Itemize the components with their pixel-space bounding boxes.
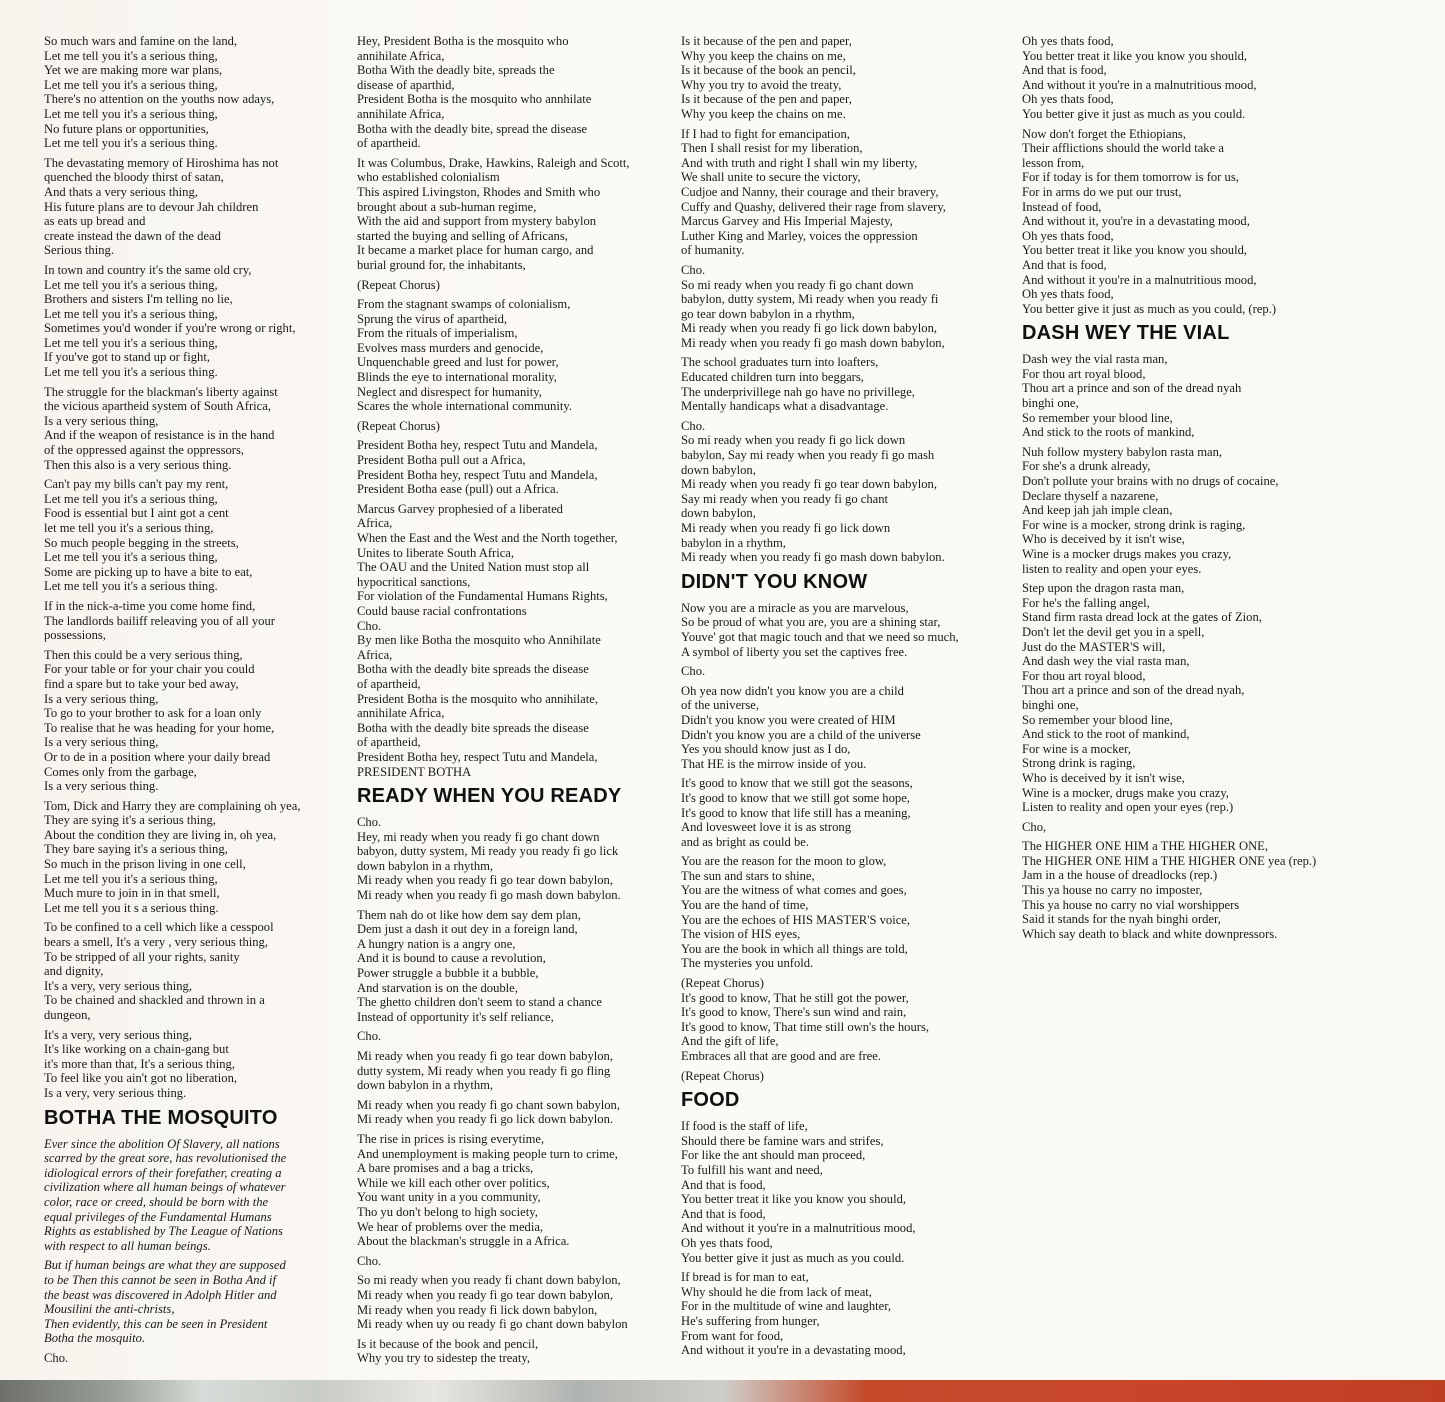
lyrics-stanza: Dash wey the vial rasta man, For thou art royal blood, Thou art a prince and son of the dread nyah binghi one, So remember your blood line, And stick to the roots of mankind,: [1022, 352, 1242, 440]
song-title: FOOD: [681, 1089, 740, 1112]
lyrics-stanza: Is it because of the pen and paper, Why you keep the chains on me, Is it because of the book an pencil, Why you try to avoid the treaty, Is it because of the pen and paper, Why you keep the chains on me.: [681, 34, 856, 121]
lyrics-stanza: Then this could be a very serious thing, For your table or for your chair you could find a spare but to take your bed away, Is a very serious thing, To go to your brother to ask for a loan only To realise that he was heading for your home, Is a very serious thing, Or to de in a position where your daily bread Comes only from the garbage, Is a very serious thing.: [44, 647, 275, 794]
song-title: DIDN'T YOU KNOW: [681, 570, 868, 593]
lyrics-stanza: Can't pay my bills can't pay my rent, Let me tell you it's a serious thing, Food is essential but I aint got a cent let me tell you it's a serious thing, So much people begging in the streets, Let me tell you it's a serious thing, Some are picking up to have a bite to eat, Let me tell you it's a serious thing.: [44, 477, 253, 594]
song-title: BOTHA THE MOSQUITO: [44, 1106, 278, 1129]
lyrics-stanza: Cho. So mi ready when you ready fi go lick down babylon, Say mi ready when you ready fi go mash down babylon, Mi ready when you ready fi go tear down babylon, Say mi ready when you ready fi go chant down babylon, Mi ready when you ready fi go lick down babylon in a rhythm, Mi ready when you ready fi go mash down babylon.: [681, 418, 945, 565]
lyrics-stanza: You are the reason for the moon to glow, The sun and stars to shine, You are the witness of what comes and goes, You are the hand of time, You are the echoes of HIS MASTER'S voice, The vision of HIS eyes, You are the book in which all things are told, The mysteries you unfold.: [681, 854, 911, 971]
lyrics-stanza: (Repeat Chorus): [357, 418, 440, 433]
lyrics-stanza: If in the nick-a-time you come home find, The landlords bailiff releaving you of all your possessions,: [44, 598, 275, 643]
lyrics-stanza: Cho.: [357, 1253, 382, 1268]
lyrics-stanza: Is it because of the book and pencil, Why you try to sidestep the treaty,: [357, 1336, 539, 1366]
lyrics-stanza: Now don't forget the Ethiopians, Their afflictions should the world take a lesson from, For if today is for them tomorrow is for us, For in arms do we put our trust, Instead of food, And without it, you're in a devastating mood, Oh yes thats food, You better treat it like you know you should, And that is food, And without it you're in a malnutritious mood, Oh yes thats food, You better give it just as much as you could, (rep.): [1022, 126, 1277, 316]
lyrics-stanza: Step upon the dragon rasta man, For he's the falling angel, Stand firm rasta dread lock at the gates of Zion, Don't let the devil get you in a spell, Just do the MASTER'S will, And dash wey the vial rasta man, For thou art royal blood, Thou art a prince and son of the dread nyah, binghi one, So remember your blood line, And stick to the root of mankind, For wine is a mocker, Strong drink is raging, Who is deceived by it isn't wise, Wine is a mocker, drugs make you crazy, Listen to reality and open your eyes (rep.): [1022, 581, 1262, 815]
lyrics-stanza: Cho.: [44, 1350, 69, 1365]
lyrics-stanza: Hey, President Botha is the mosquito who annihilate Africa, Botha With the deadly bite, spreads the disease of aparthid, President Botha is the mosquito who annhilate annihilate Africa, Botha with the deadly bite, spread the disease of apartheid.: [357, 34, 592, 151]
lyrics-column-4: [1022, 34, 1342, 946]
lyrics-stanza: Marcus Garvey prophesied of a liberated Africa, When the East and the West and the North together, Unites to liberate South Africa, The OAU and the United Nation must stop all hypocritical sanctions, For violation of the Fundamental Humans Rights, Could bause racial confrontations Cho. By men like Botha the mosquito who Annihilate Africa, Botha with the deadly bite spreads the disease of apartheid, President Botha is the mosquito who annihilate, annihilate Africa, Botha with the deadly bite spreads the disease of apartheid, President Botha hey, respect Tutu and Mandela, PRESIDENT BOTHA: [357, 501, 618, 779]
lyrics-stanza: Oh yea now didn't you know you are a child of the universe, Didn't you know you were created of HIM Didn't you know you are a child of the universe Yes you should know just as I do, That HE is the mirrow inside of you.: [681, 683, 921, 771]
song-title: DASH WEY THE VIAL: [1022, 322, 1230, 345]
lyrics-stanza: It's a very, very serious thing, It's like working on a chain-gang but it's more than that, It's a serious thing, To feel like you ain't got no liberation, Is a very, very serious thing.: [44, 1027, 238, 1100]
lyrics-stanza: Oh yes thats food, You better treat it like you know you should, And that is food, And without it you're in a malnutritious mood, Oh yes thats food, You better give it just as much as you could.: [1022, 34, 1257, 121]
intro-paragraph: But if human beings are what they are supposed to be Then this cannot be seen in Botha And if the beast was discovered in Adolph Hitler and Mousilini the anti-christs, Then evidently, this can be seen in President Botha the mosquito.: [44, 1258, 286, 1346]
lyrics-stanza: Cho.: [681, 664, 706, 679]
album-cover-edge: [0, 1380, 1445, 1402]
lyrics-stanza: It's good to know that we still got the seasons, It's good to know that we still got some hope, It's good to know that life still has a meaning, And lovesweet love it is as strong and as bright as could be.: [681, 776, 913, 849]
lyrics-stanza: If I had to fight for emancipation, Then I shall resist for my liberation, And with truth and right I shall win my liberty, We shall unite to secure the victory, Cudjoe and Nanny, their courage and their bravery, Cuffy and Quashy, delivered their rage from slavery, Marcus Garvey and His Imperial Majesty, Luther King and Marley, voices the oppression of humanity.: [681, 126, 946, 258]
lyrics-stanza: Nuh follow mystery babylon rasta man, For she's a drunk already, Don't pollute your brains with no drugs of cocaine, Declare thyself a nazarene, And keep jah jah imple clean, For wine is a mocker, strong drink is raging, Who is deceived by it isn't wise, Wine is a mocker drugs makes you crazy, listen to reality and open your eyes.: [1022, 444, 1279, 576]
lyrics-stanza: Mi ready when you ready fi go chant sown babylon, Mi ready when you ready fi go lick down babylon.: [357, 1097, 621, 1127]
lyrics-stanza: If bread is for man to eat, Why should he die from lack of meat, For in the multitude of wine and laughter, He's suffering from hunger, From want for food, And without it you're in a devastating mood,: [681, 1270, 906, 1358]
lyrics-stanza: If food is the staff of life, Should there be famine wars and strifes, For like the ant should man proceed, To fulfill his want and need, And that is food, You better treat it like you know you should, And that is food, And without it you're in a malnutritious mood, Oh yes thats food, You better give it just as much as you could.: [681, 1119, 916, 1265]
lyrics-stanza: To be confined to a cell which like a cesspool bears a smell, It's a very , very serious thing, To be stripped of all your rights, sanity and dignity, It's a very, very serious thing, To be chained and shackled and thrown in a dungeon,: [44, 920, 274, 1022]
lyrics-stanza: So mi ready when you ready fi chant down babylon, Mi ready when you ready fi go tear down babylon, Mi ready when you ready fi lick down babylon, Mi ready when uy ou ready fi go chant down babylon: [357, 1273, 628, 1332]
intro-paragraph: Ever since the abolition Of Slavery, all nations scarred by the great sore, has revolutionised the idiological errors of their forefather, creating a civilization where all human beings of whatever color, race or creed, should be born with the equal privileges of the Fundamental Humans Rights as established by The League of Nations with respect to all human beings.: [44, 1136, 287, 1253]
lyrics-stanza: Tom, Dick and Harry they are complaining oh yea, They are sying it's a serious thing, About the condition they are living in, oh yea, They bare saying it's a serious thing, So much in the prison living in one cell, Let me tell you it's a serious thing, Much mure to join in in that smell, Let me tell you it s a serious thing.: [44, 798, 301, 915]
lyrics-stanza: Cho. So mi ready when you ready fi go chant down babylon, dutty system, Mi ready when you ready fi go tear down babylon in a rhythm, Mi ready when you ready fi go lick down babylon, Mi ready when you ready fi go mash down babylon,: [681, 262, 945, 350]
lyrics-stanza: The devastating memory of Hiroshima has not quenched the bloody thirst of satan, And thats a very serious thing, His future plans are to devour Jah children as eats up bread and create instead the dawn of the dead Serious thing.: [44, 155, 279, 258]
lyrics-column-1: [44, 34, 344, 1370]
lyrics-stanza: Them nah do ot like how dem say dem plan, Dem just a dash it out dey in a foreign land, A hungry nation is a angry one, And it is bound to cause a revolution, Power struggle a bubble it a bubble, And starvation is on the double, The ghetto children don't seem to stand a chance Instead of opportunity it's self reliance,: [357, 907, 602, 1024]
lyrics-stanza: From the stagnant swamps of colonialism, Sprung the virus of apartheid, From the rituals of imperialism, Evolves mass murders and genocide, Unquenchable greed and lust for power, Blinds the eye to international morality, Neglect and disrespect for humanity, Scares the whole international community.: [357, 297, 572, 414]
lyrics-stanza: Cho.: [357, 1029, 382, 1044]
lyrics-column-2: [357, 34, 675, 1371]
lyrics-stanza: The school graduates turn into loafters, Educated children turn into beggars, The underprivillege nah go have no privillege, Mentally handicaps what a disadvantage.: [681, 355, 915, 414]
lyrics-stanza: The struggle for the blackman's liberty against the vicious apartheid system of South Africa, Is a very serious thing, And if the weapon of resistance is in the hand of the oppressed against the oppressors, Then this also is a very serious thing.: [44, 384, 278, 472]
lyrics-stanza: (Repeat Chorus): [681, 1068, 764, 1083]
lyrics-stanza: (Repeat Chorus): [357, 277, 440, 292]
lyrics-column-3: [681, 34, 1011, 1363]
lyrics-stanza: Cho. Hey, mi ready when you ready fi go chant down babyon, dutty system, Mi ready you ready fi go lick down babylon in a rhythm, Mi ready when you ready fi go tear down babylon, Mi ready when you ready fi go mash down babylon.: [357, 815, 621, 903]
lyrics-stanza: In town and country it's the same old cry, Let me tell you it's a serious thing, Brothers and sisters I'm telling no lie, Let me tell you it's a serious thing, Sometimes you'd wonder if you're wrong or right, Let me tell you it's a serious thing, If you've got to stand up or fight, Let me tell you it's a serious thing.: [44, 262, 296, 380]
lyrics-stanza: The HIGHER ONE HIM a THE HIGHER ONE, The HIGHER ONE HIM a THE HIGHER ONE yea (rep.) Jam in a the house of dreadlocks (rep.) This ya house no carry no imposter, This ya house no carry no vial worshippers Said it stands for the nyah binghi order, Which say death to black and white downpressors.: [1022, 839, 1317, 941]
song-title: READY WHEN YOU READY: [357, 785, 622, 808]
lyrics-stanza: Now you are a miracle as you are marvelous, So be proud of what you are, you are a shining star, Youve' got that magic touch and that we need so much, A symbol of liberty you set the captives free.: [681, 600, 959, 659]
lyrics-stanza: Mi ready when you ready fi go tear down babylon, dutty system, Mi ready when you ready fi go fling down babylon in a rhythm,: [357, 1049, 614, 1093]
lyrics-stanza: The rise in prices is rising everytime, And unemployment is making people turn to crime, A bare promises and a bag a tricks, While we kill each other over politics, You want unity in a you community, Tho yu don't belong to high society, We hear of problems over the media, About the blackman's struggle in a Africa.: [357, 1131, 618, 1249]
lyrics-stanza: It was Columbus, Drake, Hawkins, Raleigh and Scott, who established colonialism This aspired Livingston, Rhodes and Smith who brought about a sub-human regime, With the aid and support from mystery babylon started the buying and selling of Africans, It became a market place for human cargo, and burial ground for, the inhabitants,: [357, 155, 630, 272]
lyrics-stanza: Cho,: [1022, 819, 1047, 834]
lyrics-stanza: (Repeat Chorus) It's good to know, That he still got the power, It's good to know, There's sun wind and rain, It's good to know, That time still own's the hours, And the gift of life, Embraces all that are good and are free.: [681, 976, 930, 1063]
lyrics-stanza: President Botha hey, respect Tutu and Mandela, President Botha pull out a Africa, President Botha hey, respect Tutu and Mandela, President Botha ease (pull) out a Africa.: [357, 438, 598, 497]
lyrics-stanza: So much wars and famine on the land, Let me tell you it's a serious thing, Yet we are making more war plans, Let me tell you it's a serious thing, There's no attention on the youths now adays, Let me tell you it's a serious thing, No future plans or opportunities, Let me tell you it's a serious thing.: [44, 34, 275, 151]
